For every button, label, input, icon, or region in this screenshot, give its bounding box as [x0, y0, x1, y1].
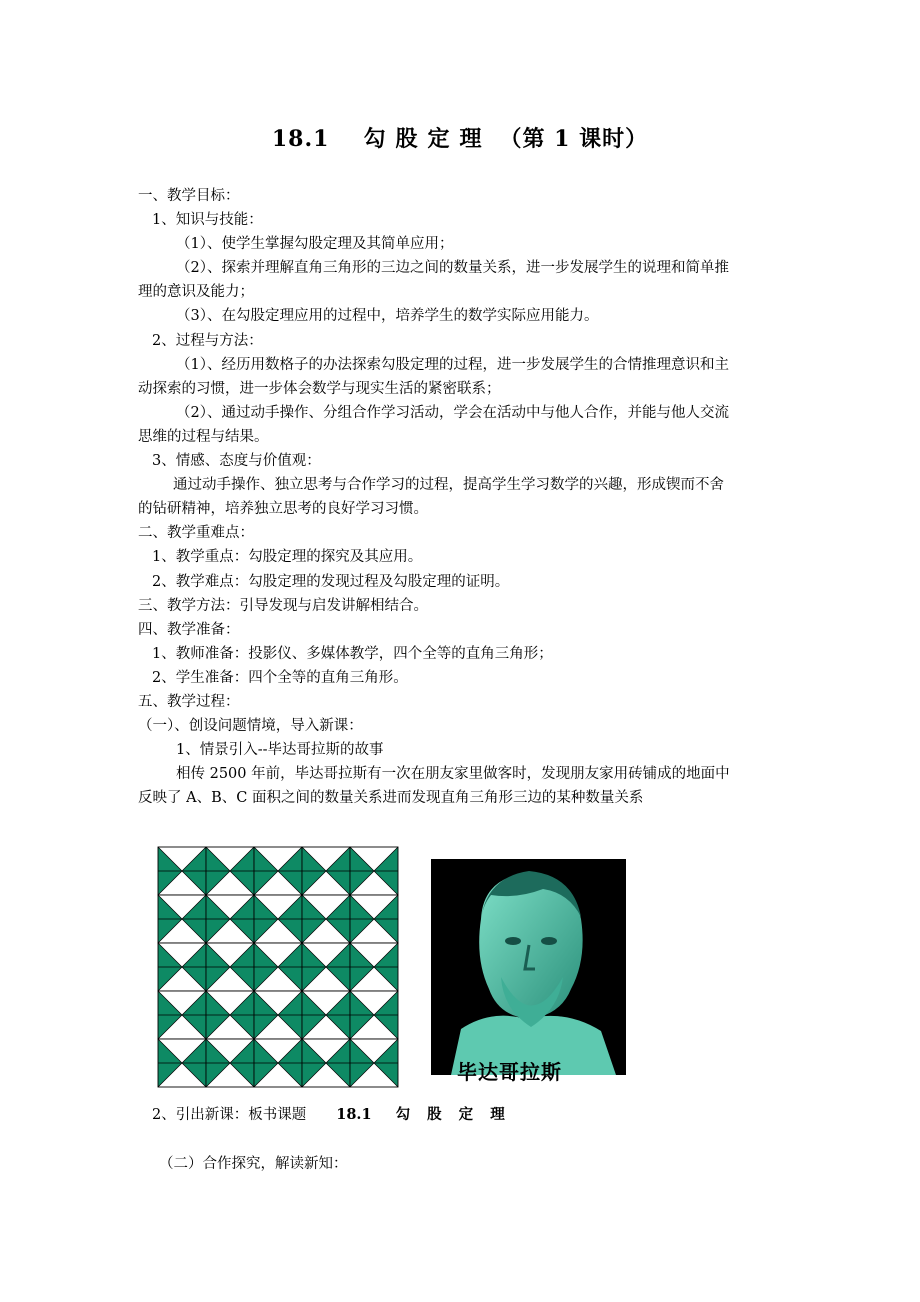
- paragraph-line: （2）、探索并理解直角三角形的三边之间的数量关系，进一步发展学生的说理和简单推: [176, 260, 729, 277]
- heading-objectives: 一、教学目标：: [138, 188, 240, 204]
- paragraph-line: 通过动手操作、独立思考与合作学习的过程，提高学生学习数学的兴趣，形成锲而不舍: [173, 477, 724, 494]
- lesson-intro-name: 勾 股 定 理: [395, 1106, 511, 1123]
- heading-preparation: 四、教学准备：: [138, 621, 240, 638]
- paragraph-line: （1）、使学生掌握勾股定理及其简单应用；: [176, 236, 454, 253]
- paragraph-line: 理的意识及能力；: [138, 284, 254, 301]
- bust-caption: 毕达哥拉斯: [457, 1060, 562, 1084]
- paragraph-line: 1、教师准备：投影仪、多媒体教学，四个全等的直角三角形；: [152, 645, 553, 662]
- paragraph-line: 相传 2500 年前，毕达哥拉斯有一次在朋友家里做客时，发现朋友家用砖铺成的地面中: [176, 766, 730, 783]
- paragraph-line: （1）、经历用数格子的办法探索勾股定理的过程，进一步发展学生的合情推理意识和主: [176, 356, 729, 373]
- figure-area: [157, 846, 637, 1086]
- lesson-intro-line: [152, 1103, 511, 1124]
- bust-drawing: [431, 859, 626, 1075]
- paragraph-line: 动探索的习惯，进一步体会数学与现实生活的紧密联系；: [138, 380, 501, 397]
- heading-key-points: 二、教学重难点：: [138, 525, 254, 542]
- title-session: （第 1 课时）: [499, 126, 649, 152]
- heading-method: 三、教学方法：引导发现与启发讲解相结合。: [138, 597, 428, 614]
- subheading-section1: （一）、创设问题情境，导入新课：: [138, 718, 363, 735]
- subheading-process: 2、过程与方法：: [152, 332, 263, 349]
- page-title: [0, 122, 920, 153]
- lesson-intro-number: 18.1: [336, 1106, 372, 1123]
- paragraph-line: 的钻研精神，培养独立思考的良好学习习惯。: [138, 501, 428, 518]
- title-number: 18.1: [271, 126, 330, 152]
- heading-process: 五、教学过程：: [138, 693, 240, 710]
- paragraph-line: 1、教学重点：勾股定理的探究及其应用。: [152, 549, 423, 566]
- tile-floor-figure: [157, 846, 403, 1088]
- paragraph-line: 2、学生准备：四个全等的直角三角形。: [152, 669, 408, 686]
- paragraph-line: 反映了 A、B、C 面积之间的数量关系进而发现直角三角形三边的某种数量关系: [138, 790, 644, 807]
- paragraph-line: 思维的过程与结果。: [138, 428, 269, 445]
- paragraph-line: （3）、在勾股定理应用的过程中，培养学生的数学实际应用能力。: [176, 308, 599, 325]
- lesson-intro-text: 2、引出新课：板书课题: [152, 1107, 307, 1123]
- section2-heading: （二）合作探究，解读新知：: [159, 1156, 348, 1172]
- pythagoras-bust-image: [431, 859, 626, 1075]
- subheading-attitude: 3、情感、态度与价值观：: [152, 453, 321, 470]
- title-name: 勾股定理: [363, 126, 492, 152]
- subheading-knowledge: 1、知识与技能：: [152, 212, 263, 229]
- paragraph-line: 1、情景引入--毕达哥拉斯的故事: [176, 742, 384, 759]
- paragraph-line: 2、教学难点：勾股定理的发现过程及勾股定理的证明。: [152, 573, 510, 590]
- paragraph-line: （2）、通过动手操作、分组合作学习活动，学会在活动中与他人合作，并能与他人交流: [176, 404, 729, 421]
- lesson-plan-body: [138, 184, 784, 810]
